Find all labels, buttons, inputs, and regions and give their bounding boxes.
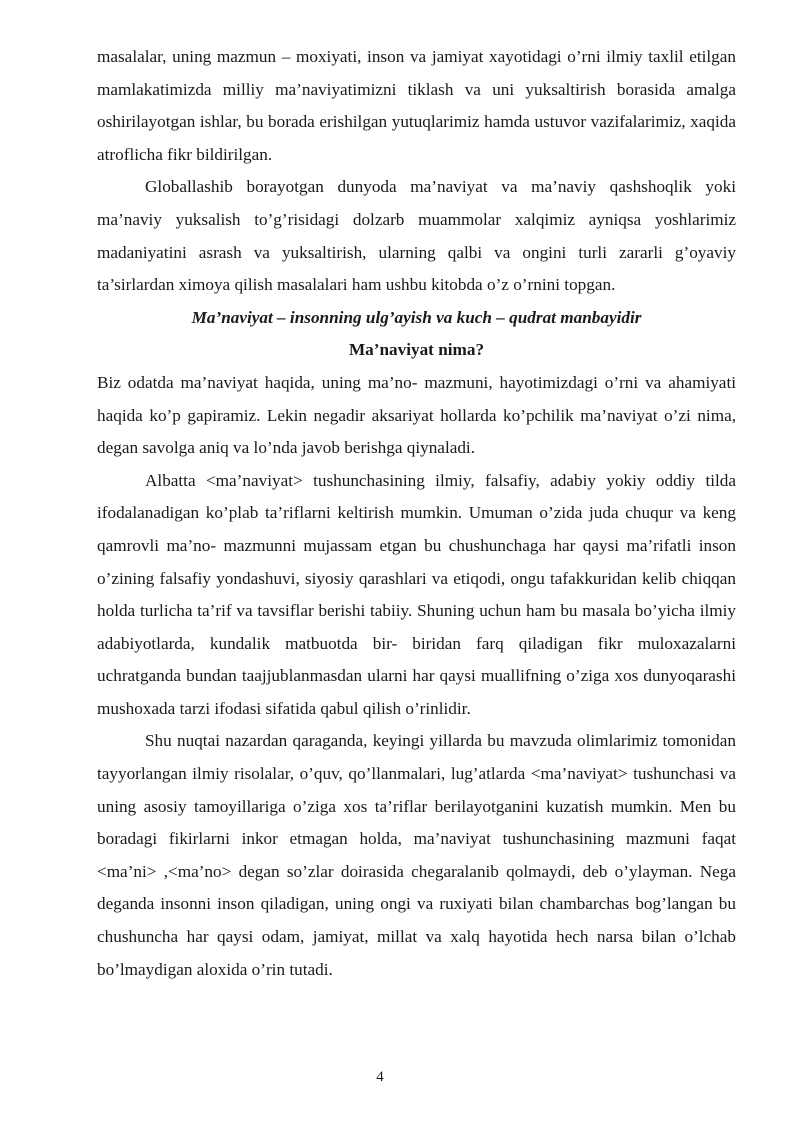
document-page [97,41,736,986]
subsection-heading: Ma’naviyat nima? [348,340,485,360]
paragraph-intro-continuation: masalalar, uning mazmun – moxiyati, inson va jamiyat xayotidagi o’rni ilmiy taxlil etilgan mamlakatimizda milliy ma’naviyatimizni tiklash va uni yuksaltirish borasida amalga oshirilayotgan ishlar, bu borada erishilgan yutuqlarimiz hamda ustuvor vazifalarimiz, xaqida atroflicha fikr bildirilgan. [97,47,736,164]
paragraph-scholars-view: Shu nuqtai nazardan qaraganda, keyingi yillarda bu mavzuda olimlarimiz tomonidan tayyorlangan ilmiy risolalar, o’quv, qo’llanmalari, lug’atlarda <ma’naviyat> tushunchasi va uning asosiy tamoyillariga o’ziga xos ta’riflar berilayotganini kuzatish mumkin. Men bu boradagi fikirlarni inkor etmagan holda, ma’naviyat tushunchasining mazmuni faqat <ma’ni> ,<ma’no> degan so’zlar doirasida chegaralanib qolmaydi, deb o’ylayman. Nega deganda insonni inson qiladigan, uning ongi va ruxiyati bilan chambarchas bog’langan bu chushuncha har qaysi odam, jamiyat, millat va xalq hayotida hech narsa bilan o’lchab bo’lmaydigan aloxida o’rin tutadi. [97,731,736,979]
page-number: 4 [376,1069,384,1085]
paragraph-what-is-spirituality: Biz odatda ma’naviyat haqida, uning ma’no- mazmuni, hayotimizdagi o’rni va ahamiyati haqida ko’p gapiramiz. Lekin negadir aksariyat hollarda ko’pchilik ma’naviyat o’zi nima, degan savolga aniq va lo’nda javob berishga qiynaladi. [97,372,736,458]
section-heading: Ma’naviyat – insonning ulg’ayish va kuch – qudrat manbayidir [191,307,642,327]
paragraph-definitions: Albatta <ma’naviyat> tushunchasining ilmiy, falsafiy, adabiy yokiy oddiy tilda ifodalanadigan ko’plab ta’riflarni keltirish mumkin. Umuman o’zida juda chuqur va keng qamrovli ma’no- mazmunni mujassam etgan bu chushunchaga har qaysi ma’rifatli inson o’zining falsafiy yondashuvi, siyosiy qarashlari va etiqodi, ongu tafakkuridan kelib chiqqan holda turlicha ta’rif va tavsiflar berishi tabiiy. Shuning uchun ham bu masala bo’yicha ilmiy adabiyotlarda, kundalik matbuotda bir- biridan farq qiladigan fikr muloxazalarni uchratganda bundan taajjublanmasdan ularni har qaysi muallifning o’ziga xos dunyoqarashi mushoxada tarzi ifodasi sifatida qabul qilish o’rinlidir. [97,470,736,718]
paragraph-globalization: Globallashib borayotgan dunyoda ma’naviyat va ma’naviy qashshoqlik yoki ma’naviy yuksalish to’g’risidagi dolzarb muammolar xalqimiz ayniqsa yoshlarimiz madaniyatini asrash va yuksaltirish, ularning qalbi va ongini turli zararli g’oyaviy ta’sirlardan ximoya qilish masalalari ham ushbu kitobda o’z o’rnini topgan. [97,177,736,295]
